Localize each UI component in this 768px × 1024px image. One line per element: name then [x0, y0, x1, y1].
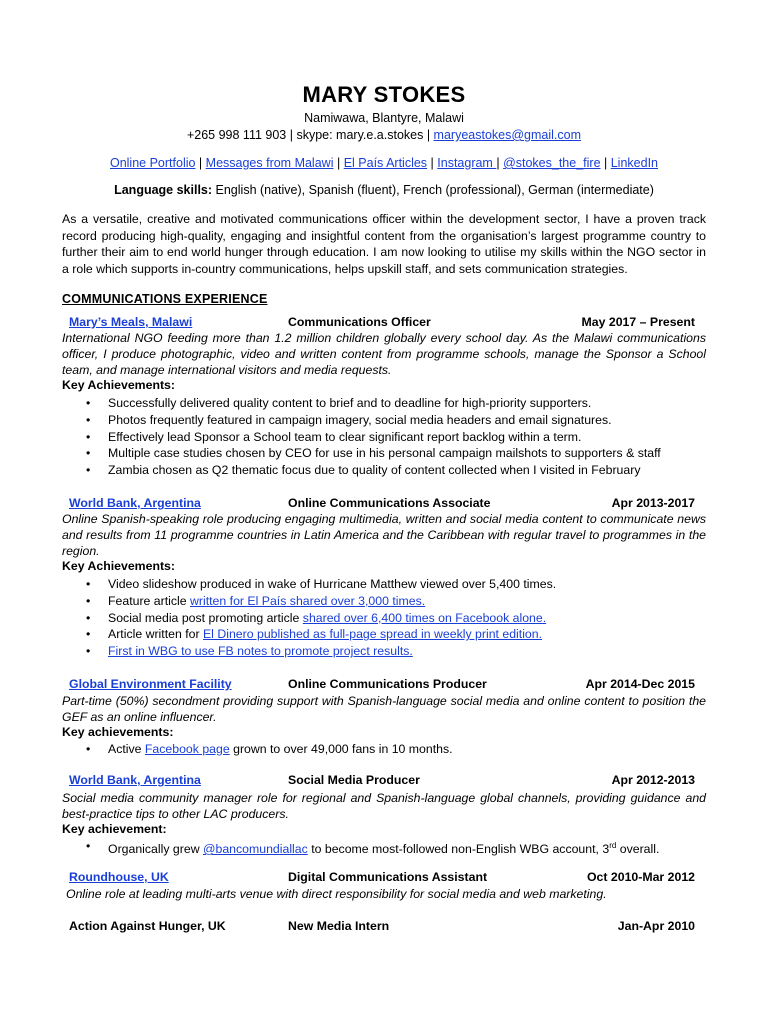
candidate-name: MARY STOKES	[302, 82, 466, 107]
job-header	[0, 919, 768, 935]
bullet-icon: •	[86, 463, 91, 478]
job-header	[0, 773, 768, 789]
achievements-list	[0, 838, 659, 858]
job-org	[69, 315, 192, 329]
achievement-item: • Article written for El Dinero published as full-page spread in weekly print edition.	[86, 627, 543, 642]
achievements-list	[0, 395, 661, 479]
el-pais-articles-link[interactable]: El País Articles	[343, 156, 428, 170]
job-description: Online Spanish-speaking role producing engaging multimedia, written and social media content to communicate news and results from 11 programme countries in Latin America and the Caribbean with regular travel to programmes in the region.	[62, 512, 706, 559]
link-separator: |	[600, 156, 611, 170]
bullet-icon: •	[86, 396, 91, 410]
contact-text: +265 998 111 903 | skype: mary.e.a.stokes |	[186, 128, 434, 142]
bullet-icon: •	[86, 742, 91, 756]
bullet-icon: •	[86, 627, 91, 642]
achievements-heading: Key Achievements:	[62, 559, 175, 573]
profile-links	[0, 156, 768, 170]
bullet-icon: •	[86, 429, 91, 444]
job-dates: Jan-Apr 2010	[617, 919, 695, 933]
job-description: Part-time (50%) secondment providing support with Spanish-language social media and online content to position the GEF as an online influencer.	[62, 694, 706, 725]
job-description: Online role at leading multi-arts venue with direct responsibility for social media and web marketing.	[66, 887, 607, 901]
achievement-item: • Video slideshow produced in wake of Hurricane Matthew viewed over 5,400 times.	[86, 577, 557, 591]
job-header	[0, 870, 768, 886]
bullet-icon: •	[86, 610, 91, 625]
achievement-item: • Organically grew @bancomundiallac to become most-followed non-English WBG account, 3rd overall.	[86, 839, 660, 857]
job-header	[0, 677, 768, 693]
achievements-heading: Key achievements:	[62, 725, 174, 739]
job-description: International NGO feeding more than 1.2 million children globally every school day. As the Malawi communications officer, I produce photographic, video and written content from programme schools, manage the Sponsor a School team, and manage international visitors and media requests.	[62, 331, 706, 378]
job-dates: Apr 2012-2013	[611, 773, 695, 787]
achievements-heading: Key Achievements:	[62, 378, 175, 392]
job-header	[0, 315, 768, 331]
link-separator: |	[195, 156, 206, 170]
messages-from-malawi-link[interactable]: Messages from Malawi	[205, 156, 334, 170]
linkedin-link[interactable]: LinkedIn	[610, 156, 658, 170]
achievements-heading: Key achievement:	[62, 822, 167, 836]
language-skills-value: English (native), Spanish (fluent), French (professional), German (intermediate)	[212, 183, 654, 197]
job-org	[69, 496, 201, 510]
el-pais-article-link[interactable]: written for El País shared over 3,000 times.	[190, 593, 426, 608]
link-separator: |	[427, 156, 438, 170]
professional-summary: As a versatile, creative and motivated communications officer within the development sector, I have a proven track record producing high-quality, engaging and insightful content from the organisation’s largest programme country to further their aim to end world hunger through education. I am now looking to utilise my skills within the NGO sector in a role which supports in-country communications, helps upskill staff, and sets communication strategies.	[62, 212, 706, 276]
job-org-link[interactable]: Mary’s Meals, Malawi	[69, 315, 193, 329]
bullet-icon: •	[86, 644, 91, 659]
section-heading: COMMUNICATIONS EXPERIENCE	[62, 292, 268, 306]
achievement-item: • Successfully delivered quality content to brief and to deadline for high-priority supporters.	[86, 396, 592, 410]
achievement-item: • Feature article written for El País shared over 3,000 times.	[86, 593, 426, 608]
job-org-link[interactable]: Roundhouse, UK	[69, 870, 169, 884]
address: Namiwawa, Blantyre, Malawi	[304, 111, 464, 125]
language-skills	[0, 183, 768, 197]
link-separator: |	[333, 156, 344, 170]
job-dates: Apr 2013-2017	[611, 496, 695, 510]
job-title: Social Media Producer	[288, 773, 420, 787]
achievement-item: • Photos frequently featured in campaign imagery, social media headers and email signatures.	[86, 412, 612, 427]
achievements-list	[0, 576, 556, 660]
achievement-item: • Zambia chosen as Q2 thematic focus due to quality of content collected when I visited in February	[86, 463, 641, 478]
bullet-icon: •	[86, 577, 91, 591]
achievement-item: • Effectively lead Sponsor a School team to clear significant report backlog within a term.	[86, 429, 582, 444]
contact-line	[0, 128, 768, 142]
job-description: Social media community manager role for regional and Spanish-language global channels, providing guidance and best-practice tips to other LAC producers.	[62, 791, 706, 822]
job-dates: May 2017 – Present	[581, 315, 695, 329]
fb-notes-link[interactable]: First in WBG to use FB notes to promote project results.	[108, 644, 413, 659]
job-org	[69, 677, 232, 691]
job-dates: Apr 2014-Dec 2015	[585, 677, 695, 691]
job-org-link[interactable]: World Bank, Argentina	[69, 496, 201, 510]
job-title: Communications Officer	[288, 315, 431, 329]
job-org	[69, 870, 169, 884]
job-org-link[interactable]: Global Environment Facility	[69, 677, 232, 691]
bullet-icon: •	[86, 412, 91, 427]
el-dinero-link[interactable]: El Dinero published as full-page spread in weekly print edition.	[202, 627, 543, 642]
achievement-item	[0, 643, 556, 660]
bullet-icon: •	[86, 593, 91, 608]
job-title: Online Communications Producer	[288, 677, 487, 691]
achievement-item: • Social media post promoting article shared over 6,400 times on Facebook alone.	[86, 610, 547, 625]
bullet-icon: •	[86, 839, 91, 853]
job-dates: Oct 2010-Mar 2012	[586, 870, 695, 884]
language-skills-label: Language skills:	[114, 183, 213, 197]
achievement-item: • Active Facebook page grown to over 49,000 fans in 10 months.	[86, 742, 453, 756]
instagram-handle-link[interactable]: @stokes_the_fire	[503, 156, 601, 170]
job-title: Online Communications Associate	[288, 496, 491, 510]
job-header	[0, 496, 768, 512]
bancomundiallac-link[interactable]: @bancomundiallac	[203, 842, 308, 857]
facebook-shares-link[interactable]: shared over 6,400 times on Facebook alone.	[302, 610, 547, 625]
job-org: Action Against Hunger, UK	[69, 919, 226, 933]
email-link[interactable]: maryeastokes@gmail.com	[433, 128, 582, 142]
job-title: New Media Intern	[288, 919, 390, 933]
online-portfolio-link[interactable]: Online Portfolio	[109, 156, 196, 170]
bullet-icon: •	[86, 446, 91, 461]
job-org-link[interactable]: World Bank, Argentina	[69, 773, 201, 787]
link-separator: |	[496, 156, 504, 170]
job-title: Digital Communications Assistant	[288, 870, 488, 884]
instagram-link[interactable]: Instagram	[437, 156, 497, 170]
facebook-page-link[interactable]: Facebook page	[144, 742, 230, 756]
achievement-item: • Multiple case studies chosen by CEO for use in his personal campaign mailshots to supporters & staff	[86, 446, 661, 461]
job-org	[69, 773, 201, 787]
achievements-list	[0, 741, 453, 758]
